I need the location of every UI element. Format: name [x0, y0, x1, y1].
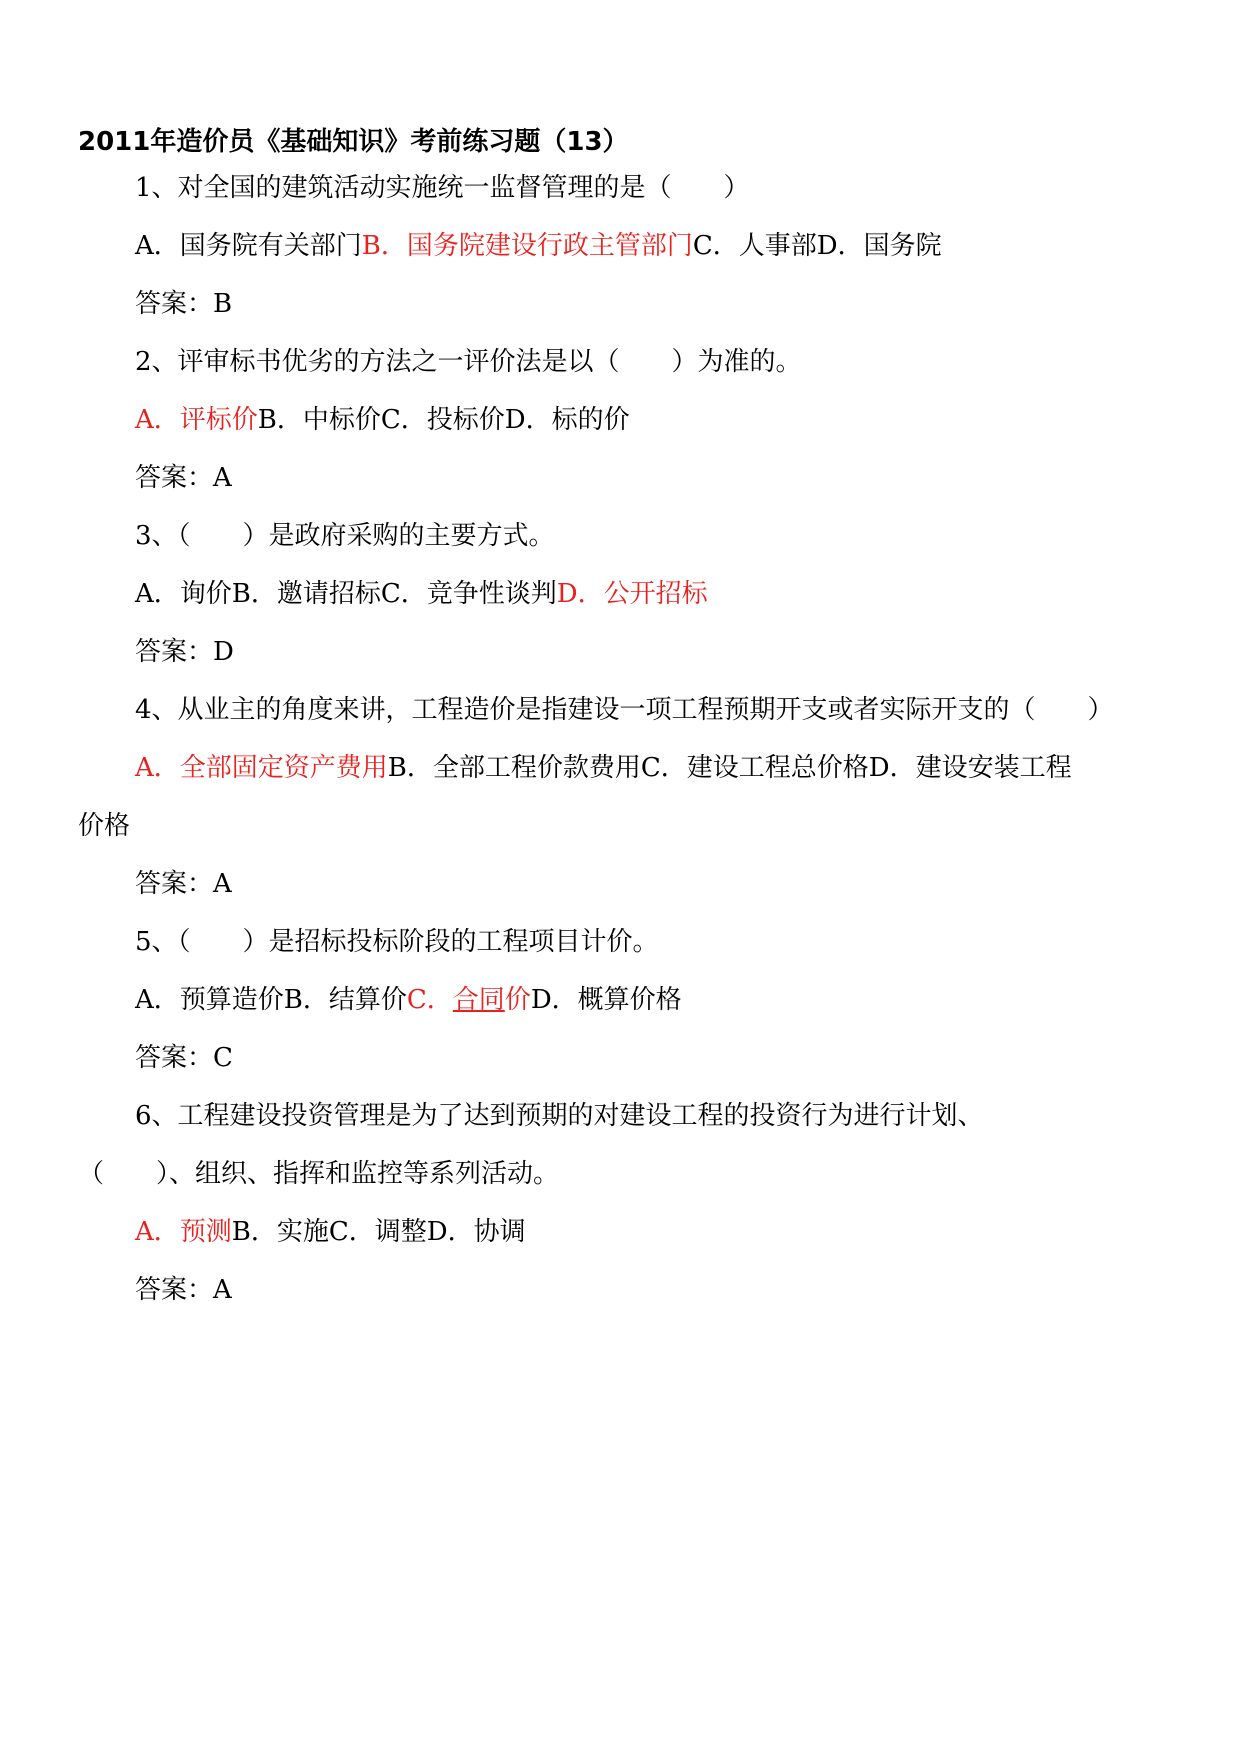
- question-5-option-b: B．结算价: [283, 985, 407, 1015]
- question-5-option-c-underlined-text: 合同: [452, 985, 505, 1015]
- question-1-option-c: C．人事部: [692, 231, 817, 261]
- question-2-text: 2、评审标书优劣的方法之一评价法是以（ ）为准的。: [135, 347, 802, 377]
- question-3-answer: 答案：D: [135, 637, 234, 667]
- question-6-answer: 答案：A: [135, 1275, 232, 1305]
- question-2-options: [135, 402, 630, 438]
- question-4-options: [135, 750, 1072, 786]
- question-1-text: 1、对全国的建筑活动实施统一监督管理的是（ ）: [135, 173, 750, 203]
- question-3-option-a: A．询价: [135, 579, 232, 609]
- question-3-options: [135, 576, 708, 612]
- question-5-option-c-text-end: 价: [504, 985, 531, 1015]
- question-1-option-d: D．国务院: [816, 231, 942, 261]
- question-5-option-d: D．概算价格: [530, 985, 682, 1015]
- question-6-option-b: B．实施: [231, 1217, 329, 1247]
- question-6-option-c: C．调整: [328, 1217, 427, 1247]
- question-3-option-c: C．竞争性谈判: [380, 579, 557, 609]
- question-5-text: 5、（ ）是招标投标阶段的工程项目计价。: [135, 927, 659, 957]
- question-3-option-b: B．邀请招标: [231, 579, 381, 609]
- question-6-text-line-1: 6、工程建设投资管理是为了达到预期的对建设工程的投资行为进行计划、: [135, 1101, 984, 1131]
- question-4-option-d: D．建设安装工程: [868, 753, 1072, 783]
- question-4-text: 4、从业主的角度来讲，工程造价是指建设一项工程预期开支或者实际开支的（ ）: [135, 695, 1114, 725]
- question-2-option-c: C．投标价: [380, 405, 505, 435]
- question-2-option-b: B．中标价: [257, 405, 381, 435]
- question-6-options: [135, 1214, 526, 1250]
- question-4-option-b: B．全部工程价款费用: [387, 753, 641, 783]
- question-2-option-a-correct: A．评标价: [135, 405, 258, 435]
- question-4-option-a-correct: A．全部固定资产费用: [135, 753, 388, 783]
- page-title: 2011年造价员《基础知识》考前练习题（13）: [78, 127, 629, 157]
- question-4-option-d-continued: 价格: [78, 811, 131, 841]
- question-4-option-c: C．建设工程总价格: [640, 753, 869, 783]
- question-3-option-d-correct: D．公开招标: [556, 579, 708, 609]
- question-2-option-d: D．标的价: [504, 405, 630, 435]
- question-3-text: 3、（ ）是政府采购的主要方式。: [135, 521, 555, 551]
- question-1-answer: 答案：B: [135, 289, 233, 319]
- question-6-option-d: D．协调: [426, 1217, 526, 1247]
- question-1-options: [135, 228, 942, 264]
- question-6-text-line-2: （ ）、组织、指挥和监控等系列活动。: [78, 1159, 560, 1189]
- question-2-answer: 答案：A: [135, 463, 232, 493]
- question-4-answer: 答案：A: [135, 869, 232, 899]
- question-6-option-a-correct: A．预测: [135, 1217, 232, 1247]
- question-1-option-a: A．国务院有关部门: [135, 231, 362, 261]
- question-1-option-b-correct: B．国务院建设行政主管部门: [361, 231, 693, 261]
- question-5-options: [135, 982, 682, 1018]
- question-5-option-c-label-correct: C．: [406, 985, 453, 1015]
- question-5-option-a: A．预算造价: [135, 985, 284, 1015]
- question-5-answer: 答案：C: [135, 1043, 233, 1073]
